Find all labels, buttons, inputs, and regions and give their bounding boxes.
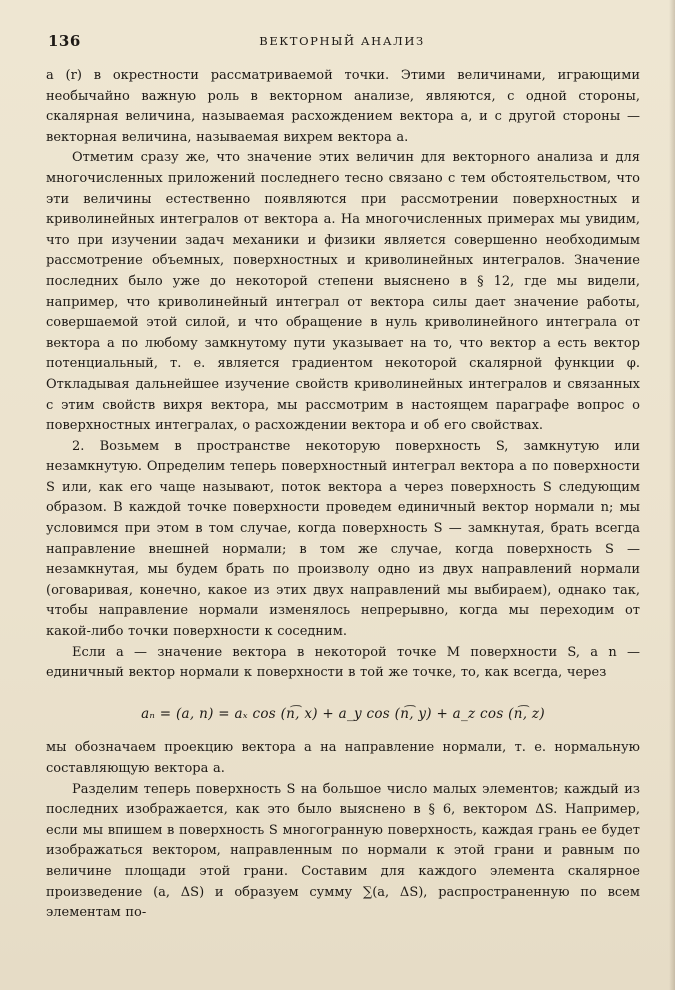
paragraph: 2. Возьмем в пространстве некоторую поверхность S, замкнутую или незамкнутую. Определим теперь поверхностный интеграл вектора a по поверхности S или, как его чаще называют, поток вектора a через поверхность S следующим образом. В каждой точке поверхности проведем единичный вектор нормали n; мы условимся при этом в том случае, когда поверхность S — замкнутая, брать всегда направление внешней нормали; в том же случае, когда поверхность S — незамкнутая, мы будем брать по произволу одно из двух направлений нормали (оговаривая, конечно, какое из этих двух направлений мы выбираем), однако так, чтобы направление нормали изменялось непрерывно, когда мы переходим от какой-либо точки поверхности к соседним. bbox=[46, 438, 640, 640]
page-edge-shadow bbox=[669, 0, 675, 990]
paragraph: Разделим теперь поверхность S на большое число малых элементов; каждый из последних изображается, как это было выяснено в § 6, вектором ΔS. Например, если мы впишем в поверхность S многогранную поверхность, каждая грань ее будет изображаться вектором, направленным по нормали к этой грани и равным по величине площади этой грани. Составим для каждого элемента скалярное произведение (a, ΔS) и образуем сумму ∑(a, ΔS), распространенную по всем элементам по- bbox=[46, 781, 640, 921]
page-number: 136 bbox=[48, 32, 81, 50]
paragraph: мы обозначаем проекцию вектора a на направление нормали, т. е. нормальную составляющую вектора a. bbox=[46, 740, 640, 776]
page-header bbox=[46, 32, 638, 56]
formula: aₙ = (a, n) = aₓ cos (n͡, x) + a_y cos (n͡, y) + a_z cos (n͡, z) bbox=[141, 705, 545, 722]
paragraph: Отметим сразу же, что значение этих величин для векторного анализа и для многочисленных приложений последнего тесно связано с тем обстоятельством, что эти величины естественно появляются при рассмотрении поверхностных и криволинейных интегралов от вектора a. На многочисленных примерах мы увидим, что при изучении задач механики и физики является совершенно необходимым рассмотрение объемных, поверхностных и криволинейных интегралов. Значение последних было уже до некоторой степени выяснено в § 12, где мы видели, например, что криволинейный интеграл от вектора силы дает значение работы, совершаемой этой силой, и что обращение в нуль криволинейного интеграла от вектора a по любому замкнутому пути указывает на то, что вектор a есть вектор потенциальный, т. е. является градиентом некоторой скалярной функции φ. Откладывая дальнейшее изучение свойств криволинейных интегралов и связанных с этим свойств вихря вектора, мы рассмотрим в настоящем параграфе вопрос о поверхностных интегралах, о расхождении вектора и об его свойствах. bbox=[46, 150, 640, 434]
paragraph: Если a — значение вектора в некоторой точке M поверхности S, а n — единичный вектор нормали к поверхности в той же точке, то, как всегда, через bbox=[46, 644, 640, 681]
paragraph: a (r) в окрестности рассматриваемой точки. Этими величинами, играющими необычайно важную роль в векторном анализе, являются, с одной стороны, скалярная величина, называемая расхождением вектора a, и с другой стороны — векторная величина, называемая вихрем вектора a. bbox=[46, 68, 640, 145]
body-text bbox=[46, 66, 640, 924]
running-title: ВЕКТОРНЫЙ АНАЛИЗ bbox=[259, 34, 425, 48]
